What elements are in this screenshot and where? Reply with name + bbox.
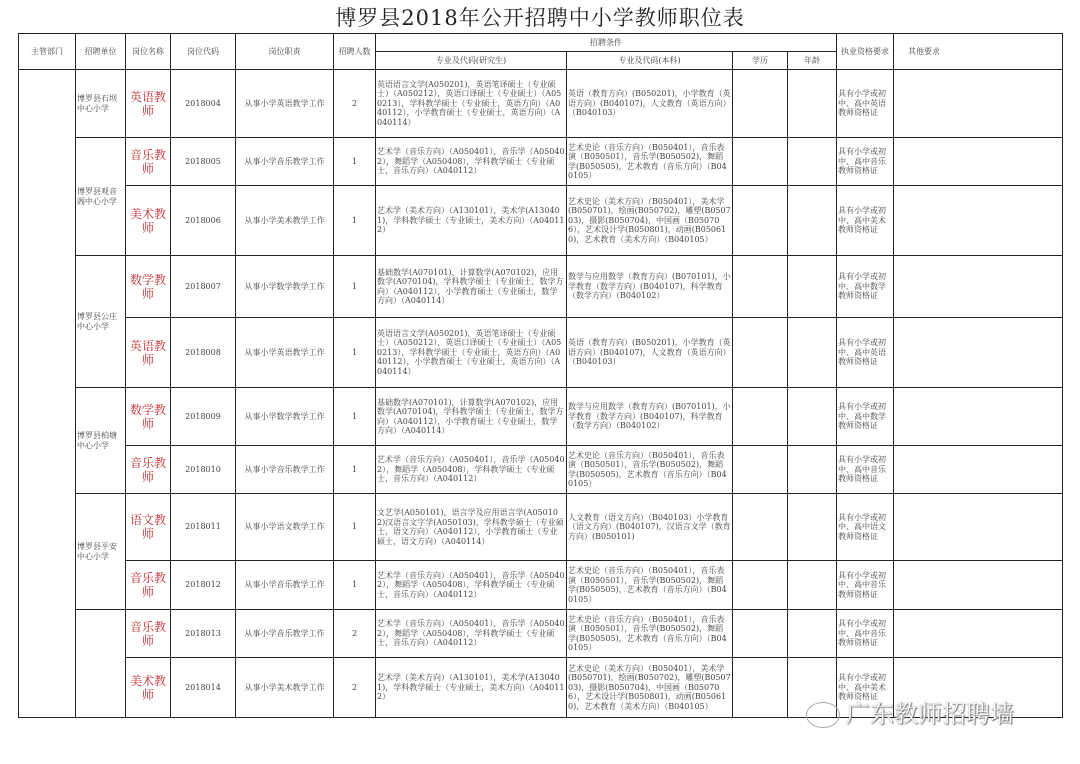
post-duty: 从事小学音乐教学工作 xyxy=(236,446,334,494)
post-name: 数学教师 xyxy=(126,256,171,318)
degree-cell xyxy=(733,318,788,388)
undergrad-majors: 艺术史论（音乐方向）（B050401），音乐表演（B050501），音乐学(B050502)，舞蹈学(B050505)，艺术教育（音乐方向）（B040105） xyxy=(567,610,733,658)
post-name: 音乐教师 xyxy=(126,138,171,186)
header-undergrad: 专业及代码(本科) xyxy=(567,52,733,70)
unit-cell xyxy=(76,610,126,718)
header-code: 岗位代码 xyxy=(171,34,236,70)
table-row xyxy=(19,186,1063,256)
hire-count: 1 xyxy=(334,138,376,186)
other-requirement xyxy=(894,186,1063,256)
other-requirement xyxy=(894,610,1063,658)
post-name: 美术教师 xyxy=(126,186,171,256)
grad-majors: 基础数学(A070101)，计算数学(A070102)，应用数学(A070104)，学科教学硕士（专业硕士，数学方向）（A040112），小学教育硕士（专业硕士，数学方向）（A040114） xyxy=(376,388,567,446)
undergrad-majors: 艺术史论（音乐方向）（B050401），音乐表演（B050501），音乐学(B050502)，舞蹈学(B050505)，艺术教育（音乐方向）（B040105） xyxy=(567,138,733,186)
watermark-text: 广东教师招聘墙 xyxy=(846,700,1014,728)
header-conditions: 招聘条件 xyxy=(376,34,837,52)
license-requirement: 具有小学或初中、高中数学教师资格证 xyxy=(837,388,894,446)
table-row xyxy=(19,256,1063,318)
post-name: 音乐教师 xyxy=(126,561,171,610)
grad-majors: 艺术学（音乐方向）（A050401），音乐学（A050402），舞蹈学（A050408），学科教学硕士（专业硕士，音乐方向）（A040112） xyxy=(376,610,567,658)
hire-count: 1 xyxy=(334,318,376,388)
header-other: 其他要求 xyxy=(894,34,1063,70)
age-cell xyxy=(788,610,837,658)
post-duty: 从事小学音乐教学工作 xyxy=(236,138,334,186)
header-unit: 招聘单位 xyxy=(76,34,126,70)
undergrad-majors: 艺术史论（音乐方向）（B050401），音乐表演（B050501），音乐学(B050502)，舞蹈学(B050505)，艺术教育（音乐方向）（B040105） xyxy=(567,446,733,494)
post-duty: 从事小学音乐教学工作 xyxy=(236,610,334,658)
other-requirement xyxy=(894,70,1063,138)
grad-majors: 英语语言文学(A050201)，英语笔译硕士（专业硕士）（A050212），英语口译硕士（专业硕士）（A050213），学科教学硕士（专业硕士，英语方向）（A040112），小学教育硕士（专业硕士，英语方向）（A040114） xyxy=(376,70,567,138)
post-code: 2018005 xyxy=(171,138,236,186)
license-requirement: 具有小学或初中、高中英语教师资格证 xyxy=(837,70,894,138)
undergrad-majors: 英语（教育方向）(B050201)，小学教育（英语方向）(B040107)，人文教育（英语方向）（B040103） xyxy=(567,318,733,388)
post-code: 2018014 xyxy=(171,658,236,718)
post-name: 语文教师 xyxy=(126,494,171,561)
post-duty: 从事小学语文教学工作 xyxy=(236,494,334,561)
license-requirement: 具有小学或初中、高中美术教师资格证 xyxy=(837,186,894,256)
other-requirement xyxy=(894,138,1063,186)
hire-count: 1 xyxy=(334,388,376,446)
header-license: 执业资格要求 xyxy=(837,34,894,70)
post-code: 2018010 xyxy=(171,446,236,494)
hire-count: 1 xyxy=(334,561,376,610)
post-code: 2018006 xyxy=(171,186,236,256)
license-requirement: 具有小学或初中、高中音乐教师资格证 xyxy=(837,610,894,658)
degree-cell xyxy=(733,658,788,718)
job-table xyxy=(18,33,1063,718)
degree-cell xyxy=(733,446,788,494)
undergrad-majors: 数学与应用数学（教育方向）(B070101)，小学教育（数学方向）(B040107)，科学教育（数学方向）（B040102） xyxy=(567,388,733,446)
post-code: 2018009 xyxy=(171,388,236,446)
age-cell xyxy=(788,256,837,318)
age-cell xyxy=(788,70,837,138)
unit-cell: 博罗县公庄中心小学 xyxy=(76,256,126,388)
post-name: 英语教师 xyxy=(126,70,171,138)
table-row xyxy=(19,388,1063,446)
degree-cell xyxy=(733,610,788,658)
table-row xyxy=(19,446,1063,494)
post-duty: 从事小学英语教学工作 xyxy=(236,318,334,388)
grad-majors: 基础数学(A070101)，计算数学(A070102)，应用数学(A070104)，学科教学硕士（专业硕士，数学方向）（A040112），小学教育硕士（专业硕士，数学方向）（A040114） xyxy=(376,256,567,318)
unit-cell: 博罗县平安中心小学 xyxy=(76,494,126,610)
table-body xyxy=(19,70,1063,718)
age-cell xyxy=(788,318,837,388)
license-requirement: 具有小学或初中、高中数学教师资格证 xyxy=(837,256,894,318)
header-dept: 主管部门 xyxy=(19,34,76,70)
hire-count: 2 xyxy=(334,610,376,658)
header-grad: 专业及代码(研究生) xyxy=(376,52,567,70)
grad-majors: 文艺学(A050101)，语言学及应用语言学(A050102)汉语言文字学(A050103)，学科教学硕士（专业硕士，语文方向）（A040112），小学教育硕士（专业硕士，语文方向）（A040114） xyxy=(376,494,567,561)
license-requirement: 具有小学或初中、高中音乐教师资格证 xyxy=(837,446,894,494)
post-code: 2018004 xyxy=(171,70,236,138)
grad-majors: 英语语言文学(A050201)，英语笔译硕士（专业硕士）（A050212），英语口译硕士（专业硕士）（A050213），学科教学硕士（专业硕士，英语方向）（A040112），小学教育硕士（专业硕士，英语方向）（A040114） xyxy=(376,318,567,388)
degree-cell xyxy=(733,561,788,610)
post-name: 音乐教师 xyxy=(126,610,171,658)
license-requirement: 具有小学或初中、高中语文教师资格证 xyxy=(837,494,894,561)
license-requirement: 具有小学或初中、高中美术教师资格证 xyxy=(837,658,894,718)
post-code: 2018013 xyxy=(171,610,236,658)
degree-cell xyxy=(733,256,788,318)
header-post: 岗位名称 xyxy=(126,34,171,70)
dept-cell xyxy=(19,70,76,718)
hire-count: 1 xyxy=(334,494,376,561)
header-degree: 学历 xyxy=(733,52,788,70)
license-requirement: 具有小学或初中、高中音乐教师资格证 xyxy=(837,561,894,610)
post-name: 音乐教师 xyxy=(126,446,171,494)
grad-majors: 艺术学（美术方向）（A130101），美术学(A130401)，学科教学硕士（专业硕士，美术方向）（A040112） xyxy=(376,658,567,718)
other-requirement xyxy=(894,318,1063,388)
post-duty: 从事小学数学教学工作 xyxy=(236,388,334,446)
post-duty: 从事小学美术教学工作 xyxy=(236,186,334,256)
post-code: 2018008 xyxy=(171,318,236,388)
page-title: 博罗县2018年公开招聘中小学教师职位表 xyxy=(335,6,745,30)
undergrad-majors: 人文教育（语文方向）（B040103）小学教育（语文方向）(B040107)，汉语言文学（教育方向）(B050101) xyxy=(567,494,733,561)
grad-majors: 艺术学（音乐方向）（A050401），音乐学（A050402），舞蹈学（A050408），学科教学硕士（专业硕士，音乐方向）（A040112） xyxy=(376,138,567,186)
hire-count: 2 xyxy=(334,658,376,718)
table-row xyxy=(19,138,1063,186)
unit-cell: 博罗县柏塘中心小学 xyxy=(76,388,126,494)
post-code: 2018011 xyxy=(171,494,236,561)
age-cell xyxy=(788,138,837,186)
age-cell xyxy=(788,186,837,256)
age-cell xyxy=(788,494,837,561)
degree-cell xyxy=(733,138,788,186)
undergrad-majors: 艺术史论（美术方向）（B050401），美术学(B050701)，绘画(B050702)，雕塑(B050703)，摄影(B050704)，中国画（B050706），艺术设计学(B050801)，动画(B050610)，艺术教育（美术方向）（B040105） xyxy=(567,186,733,256)
hire-count: 2 xyxy=(334,70,376,138)
watermark xyxy=(806,700,1056,730)
grad-majors: 艺术学（音乐方向）（A050401），音乐学（A050402），舞蹈学（A050408），学科教学硕士（专业硕士，音乐方向）（A040112） xyxy=(376,446,567,494)
header-count: 招聘人数 xyxy=(334,34,376,70)
table-row xyxy=(19,494,1063,561)
age-cell xyxy=(788,561,837,610)
unit-cell: 博罗县石坝中心小学 xyxy=(76,70,126,138)
age-cell xyxy=(788,388,837,446)
post-name: 美术教师 xyxy=(126,658,171,718)
header-duty: 岗位职责 xyxy=(236,34,334,70)
grad-majors: 艺术学（音乐方向）（A050401），音乐学（A050402），舞蹈学（A050408），学科教学硕士（专业硕士，音乐方向）（A040112） xyxy=(376,561,567,610)
hire-count: 1 xyxy=(334,256,376,318)
post-code: 2018012 xyxy=(171,561,236,610)
post-name: 数学教师 xyxy=(126,388,171,446)
license-requirement: 具有小学或初中、高中英语教师资格证 xyxy=(837,318,894,388)
post-duty: 从事小学音乐教学工作 xyxy=(236,561,334,610)
degree-cell xyxy=(733,494,788,561)
unit-cell: 博罗县观音阁中心小学 xyxy=(76,138,126,256)
table-row xyxy=(19,561,1063,610)
wechat-icon xyxy=(806,702,840,728)
grad-majors: 艺术学（美术方向）（A130101），美术学(A130401)，学科教学硕士（专业硕士，美术方向）（A040112） xyxy=(376,186,567,256)
table-row xyxy=(19,610,1063,658)
header-age: 年龄 xyxy=(788,52,837,70)
post-duty: 从事小学数学教学工作 xyxy=(236,256,334,318)
license-requirement: 具有小学或初中、高中音乐教师资格证 xyxy=(837,138,894,186)
table-row xyxy=(19,70,1063,138)
hire-count: 1 xyxy=(334,446,376,494)
undergrad-majors: 艺术史论（音乐方向）（B050401），音乐表演（B050501），音乐学(B050502)，舞蹈学(B050505)，艺术教育（音乐方向）（B040105） xyxy=(567,561,733,610)
post-code: 2018007 xyxy=(171,256,236,318)
age-cell xyxy=(788,446,837,494)
degree-cell xyxy=(733,388,788,446)
post-name: 英语教师 xyxy=(126,318,171,388)
hire-count: 1 xyxy=(334,186,376,256)
post-duty: 从事小学英语教学工作 xyxy=(236,70,334,138)
table-row xyxy=(19,318,1063,388)
undergrad-majors: 数学与应用数学（教育方向）(B070101)，小学教育（数学方向）(B040107)，科学教育（数学方向）（B040102） xyxy=(567,256,733,318)
other-requirement xyxy=(894,388,1063,446)
other-requirement xyxy=(894,561,1063,610)
undergrad-majors: 艺术史论（美术方向）（B050401），美术学(B050701)，绘画(B050702)，雕塑(B050703)，摄影(B050704)，中国画（B050706），艺术设计学(B050801)，动画(B050610)，艺术教育（美术方向）（B040105） xyxy=(567,658,733,718)
degree-cell xyxy=(733,186,788,256)
degree-cell xyxy=(733,70,788,138)
undergrad-majors: 英语（教育方向）(B050201)，小学教育（英语方向）(B040107)，人文教育（英语方向）（B040103） xyxy=(567,70,733,138)
post-duty: 从事小学美术教学工作 xyxy=(236,658,334,718)
other-requirement xyxy=(894,446,1063,494)
other-requirement xyxy=(894,256,1063,318)
other-requirement xyxy=(894,494,1063,561)
